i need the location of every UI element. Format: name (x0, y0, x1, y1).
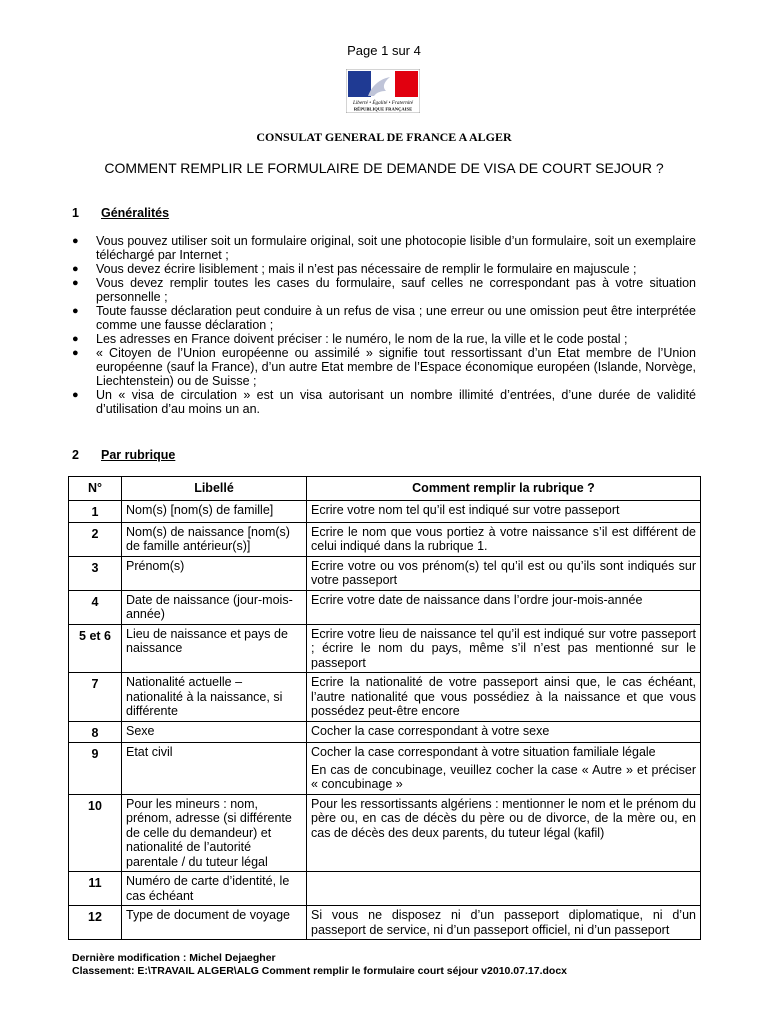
row-number: 2 (69, 522, 122, 556)
comment-paragraph: Cocher la case correspondant à votre situation familiale légale (311, 745, 656, 759)
row-comment (307, 624, 701, 673)
row-number: 12 (69, 906, 122, 940)
row-number: 8 (69, 721, 122, 743)
comment-paragraph: Ecrire votre nom tel qu’il est indiqué sur votre passeport (311, 503, 620, 517)
row-number: 4 (69, 590, 122, 624)
bullet-text: Vous devez remplir toutes les cases du formulaire, sauf celles ne correspondant pas à votre situation personnelle ; (96, 276, 696, 304)
list-item (72, 332, 696, 346)
consulat-heading: CONSULAT GENERAL DE FRANCE A ALGER (256, 130, 512, 144)
section-2-heading (72, 448, 175, 462)
section-1-heading (72, 206, 169, 220)
comment-paragraph (311, 874, 696, 888)
row-libelle: Type de document de voyage (122, 906, 307, 940)
row-libelle: Nom(s) de naissance [nom(s) de famille antérieur(s)] (122, 522, 307, 556)
bullet-text: Vous devez écrire lisiblement ; mais il n’est pas nécessaire de remplir le formulaire en majuscule ; (96, 262, 637, 276)
comment-paragraph: En cas de concubinage, veuillez cocher la case « Autre » et préciser « concubinage » (311, 762, 696, 791)
row-number: 1 (69, 501, 122, 523)
row-comment (307, 522, 701, 556)
row-comment (307, 794, 701, 872)
row-comment (307, 872, 701, 906)
row-comment (307, 556, 701, 590)
table-row (69, 743, 701, 795)
document-title: COMMENT REMPLIR LE FORMULAIRE DE DEMANDE DE VISA DE COURT SEJOUR ? (104, 160, 664, 176)
section-1-number: 1 (72, 206, 79, 220)
generalites-list (72, 234, 696, 416)
footer (72, 952, 567, 978)
row-comment (307, 721, 701, 743)
table-row (69, 556, 701, 590)
section-2-label: Par rubrique (101, 448, 176, 462)
row-comment (307, 590, 701, 624)
list-item (72, 388, 696, 416)
comment-paragraph: Ecrire le nom que vous portiez à votre naissance s’il est différent de celui indiqué dans la rubrique 1. (311, 524, 696, 553)
bullet-text: Les adresses en France doivent préciser : le numéro, le nom de la rue, la ville et le code postal ; (96, 332, 628, 346)
row-comment (307, 743, 701, 795)
bullet-text: « Citoyen de l’Union européenne ou assimilé » signifie tout ressortissant d’un Etat membre de l’Union européenne (sauf la France), d’un autre Etat membre de l’Espace économique européen (Islande, Norvège, Liechtenstein) ou de Suisse ; (96, 346, 696, 388)
row-libelle: Nom(s) [nom(s) de famille] (122, 501, 307, 523)
row-libelle: Pour les mineurs : nom, prénom, adresse (si différente de celle du demandeur) et nationalité de l’autorité parentale / du tuteur légal (122, 794, 307, 872)
comment-paragraph: Si vous ne disposez ni d’un passeport diplomatique, ni d’un passeport de service, ni d’un passeport officiel, ni d’un passeport (311, 908, 696, 937)
row-libelle: Etat civil (122, 743, 307, 795)
table-row (69, 522, 701, 556)
row-comment (307, 906, 701, 940)
bullet-icon: ● (72, 263, 79, 275)
row-number: 5 et 6 (69, 624, 122, 673)
svg-text:Liberté • Égalité • Fraternité: Liberté • Égalité • Fraternité (352, 100, 414, 106)
row-number: 7 (69, 673, 122, 722)
row-number: 9 (69, 743, 122, 795)
column-header-comment: Comment remplir la rubrique ? (307, 477, 701, 501)
row-libelle: Lieu de naissance et pays de naissance (122, 624, 307, 673)
comment-paragraph: Cocher la case correspondant à votre sexe (311, 723, 550, 738)
row-libelle: Date de naissance (jour-mois-année) (122, 590, 307, 624)
comment-paragraph: Ecrire votre ou vos prénom(s) tel qu’il est ou qu’ils sont indiqués sur votre passeport (311, 558, 696, 587)
bullet-icon: ● (72, 277, 79, 289)
list-item (72, 234, 696, 262)
footer-classement: Classement: E:\TRAVAIL ALGER\ALG Comment remplir le formulaire court séjour v2010.07.17.docx (72, 965, 567, 977)
table-header-row (69, 477, 701, 501)
svg-text:RÉPUBLIQUE FRANÇAISE: RÉPUBLIQUE FRANÇAISE (353, 106, 413, 112)
table-row (69, 590, 701, 624)
bullet-text: Un « visa de circulation » est un visa autorisant un nombre illimité d’entrées, d’une durée de validité d’utilisation d’au moins un an. (96, 388, 696, 416)
bullet-icon: ● (72, 389, 79, 401)
bullet-text: Vous pouvez utiliser soit un formulaire original, soit une photocopie lisible d’un formulaire, soit un exemplaire téléchargé par Internet ; (96, 234, 696, 262)
comment-paragraph: Ecrire la nationalité de votre passeport ainsi que, le cas échéant, l’autre nationalité que vous possédiez à la naissance et que vous possédez peut-être encore (311, 675, 696, 718)
footer-modification: Dernière modification : Michel Dejaegher (72, 952, 276, 964)
bullet-icon: ● (72, 333, 79, 345)
list-item (72, 346, 696, 388)
marianne-logo (346, 69, 420, 113)
comment-paragraph: Ecrire votre date de naissance dans l’ordre jour-mois-année (311, 592, 643, 607)
bullet-icon: ● (72, 305, 79, 317)
table-row (69, 501, 701, 523)
table-row (69, 624, 701, 673)
bullet-icon: ● (72, 347, 79, 359)
row-comment (307, 673, 701, 722)
rubriques-table (68, 476, 701, 940)
section-1-label: Généralités (101, 206, 170, 220)
row-libelle: Nationalité actuelle – nationalité à la naissance, si différente (122, 673, 307, 722)
list-item (72, 262, 696, 276)
table-row (69, 872, 701, 906)
bullet-text: Toute fausse déclaration peut conduire à un refus de visa ; une erreur ou une omission peut être interprétée comme une fausse déclaration ; (96, 304, 696, 332)
comment-paragraph: Ecrire votre lieu de naissance tel qu’il est indiqué sur votre passeport ; écrire le nom du pays, même s’il n’est pas mentionné sur le passeport (311, 626, 696, 670)
row-libelle: Numéro de carte d’identité, le cas échéant (122, 872, 307, 906)
row-number: 3 (69, 556, 122, 590)
bullet-icon: ● (72, 235, 79, 247)
table-row (69, 794, 701, 872)
column-header-libelle: Libellé (122, 477, 307, 501)
row-libelle: Sexe (122, 721, 307, 743)
row-comment (307, 501, 701, 523)
list-item (72, 276, 696, 304)
page-number: Page 1 sur 4 (347, 43, 421, 58)
comment-paragraph: Pour les ressortissants algériens : mentionner le nom et le prénom du père ou, en cas de décès du père ou de divorce, de la mère ou, en cas de décès des deux parents, du tuteur légal (kafil) (311, 796, 696, 840)
table-row (69, 673, 701, 722)
table-row (69, 721, 701, 743)
table-row (69, 906, 701, 940)
row-number: 11 (69, 872, 122, 906)
column-header-number: N° (69, 477, 122, 501)
row-libelle: Prénom(s) (122, 556, 307, 590)
section-2-number: 2 (72, 448, 79, 462)
row-number: 10 (69, 794, 122, 872)
list-item (72, 304, 696, 332)
